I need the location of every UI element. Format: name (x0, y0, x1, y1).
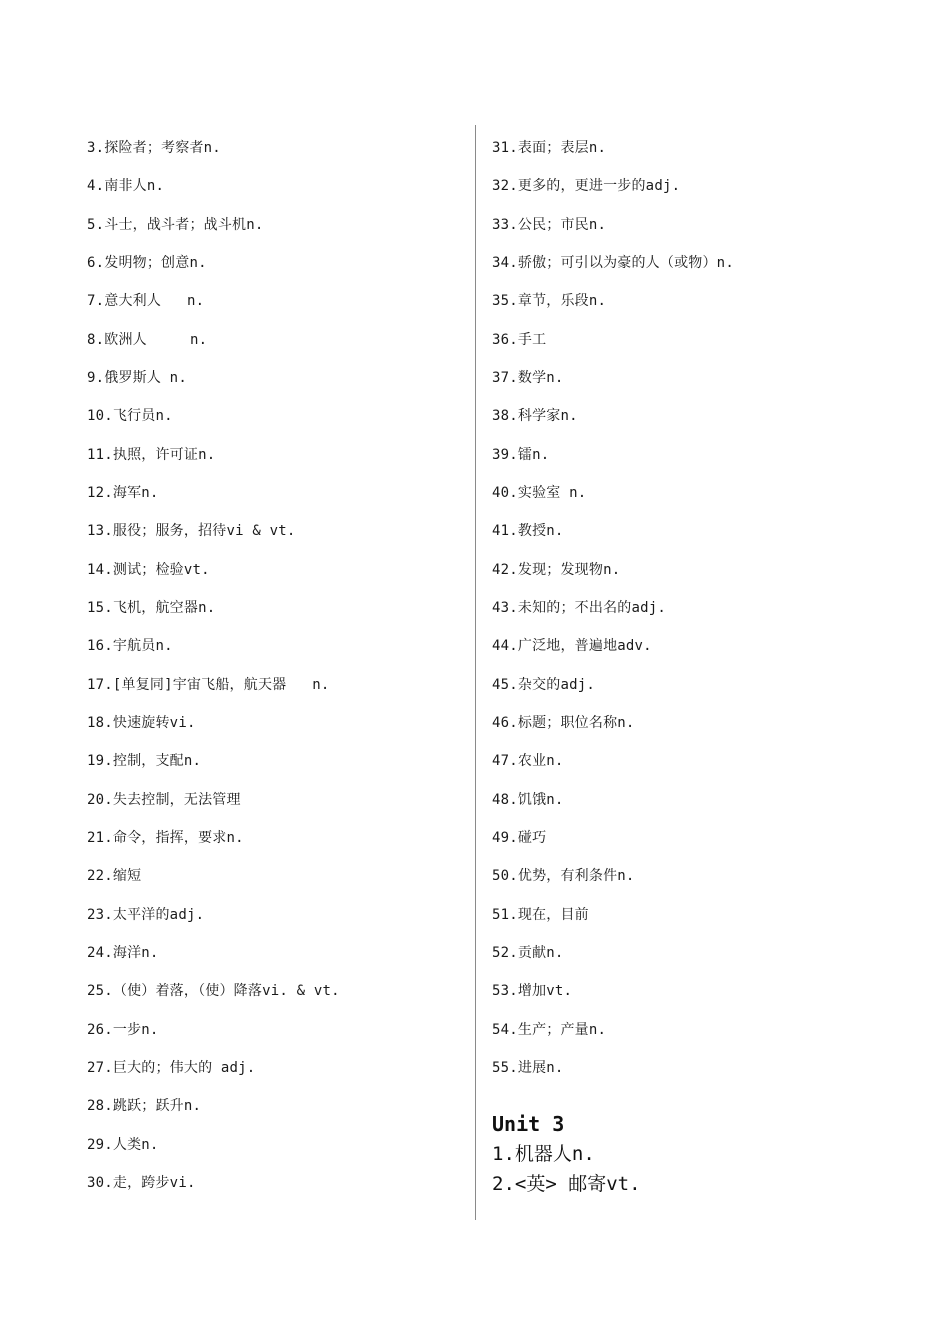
vocab-item: 20.失去控制，无法管理 (87, 791, 241, 808)
left-column (87, 137, 467, 1210)
vocab-item: 27.巨大的；伟大的 adj. (87, 1059, 256, 1076)
vocab-item: 33.公民；市民n. (492, 216, 607, 233)
vocab-item: 54.生产；产量n. (492, 1021, 607, 1038)
vocab-item: 41.教授n. (492, 523, 564, 540)
vocab-item: 25.（使）着落，（使）降落vi. & vt. (87, 983, 340, 1000)
vocab-item: 11.执照，许可证n. (87, 446, 216, 463)
vocab-item: 43.未知的；不出名的adj. (492, 599, 667, 616)
vocab-item: 31.表面；表层n. (492, 140, 607, 156)
vocab-item: 52.贡献n. (492, 944, 564, 961)
vocab-item: 29.人类n. (87, 1136, 159, 1153)
right-column (492, 137, 912, 1199)
vocab-item: 16.宇航员n. (87, 638, 173, 655)
vocab-item: 40.实验室 n. (492, 484, 587, 501)
vocab-item: 48.饥饿n. (492, 791, 564, 808)
vocab-item: 53.增加vt. (492, 983, 573, 1000)
vocab-item: 23.太平洋的adj. (87, 906, 205, 923)
vocab-item: 21.命令，指挥，要求n. (87, 829, 244, 846)
vocab-item: 22.缩短 (87, 868, 142, 885)
vocab-item: 47.农业n. (492, 753, 564, 770)
vocab-item: 5.斗士，战斗者；战斗机n. (87, 216, 264, 233)
vocab-item: 42.发现；发现物n. (492, 561, 621, 578)
vocab-item: 8.欧洲人 n. (87, 331, 208, 348)
vocab-item: 10.飞行员n. (87, 408, 173, 425)
vocab-item: 49.碰巧 (492, 829, 547, 846)
vocab-item: 14.测试；检验vt. (87, 561, 210, 578)
vocab-item: 46.标题；职位名称n. (492, 714, 635, 731)
vocab-item: 2.<英> 邮寄vt. (492, 1173, 641, 1196)
vocab-item: 17.[单复同]宇宙飞船，航天器 n. (87, 676, 330, 693)
vocab-item: 6.发明物；创意n. (87, 254, 207, 271)
vocab-item: 9.俄罗斯人 n. (87, 369, 187, 386)
column-divider (475, 125, 476, 1220)
vocab-item: 35.章节，乐段n. (492, 293, 607, 310)
vocab-item: 37.数学n. (492, 369, 564, 386)
vocab-item: 3.探险者；考察者n. (87, 140, 221, 156)
vocab-item: 51.现在，目前 (492, 906, 589, 923)
vocab-item: 45.杂交的adj. (492, 676, 596, 693)
vocab-item: 26.一步n. (87, 1021, 159, 1038)
vocab-item: 28.跳跃；跃升n. (87, 1098, 202, 1115)
vocab-item: 13.服役；服务，招待vi & vt. (87, 523, 296, 540)
vocab-item: 38.科学家n. (492, 408, 578, 425)
vocab-item: 1.机器人n. (492, 1143, 595, 1166)
vocab-item: 19.控制，支配n. (87, 753, 202, 770)
vocab-item: 24.海洋n. (87, 944, 159, 961)
vocab-item: 39.镭n. (492, 446, 550, 463)
vocab-item: 4.南非人n. (87, 178, 165, 195)
vocab-item: 55.进展n. (492, 1059, 564, 1076)
vocab-item: 44.广泛地，普遍地adv. (492, 638, 652, 655)
vocab-item: 12.海军n. (87, 484, 159, 501)
vocab-item: 15.飞机，航空器n. (87, 599, 216, 616)
vocab-item: 34.骄傲；可引以为豪的人（或物）n. (492, 254, 734, 271)
unit-heading: Unit 3 (492, 1112, 565, 1137)
vocab-item: 7.意大利人 n. (87, 293, 205, 310)
vocab-item: 36.手工 (492, 331, 547, 348)
vocab-item: 30.走，跨步vi. (87, 1174, 196, 1191)
vocab-item: 50.优势，有利条件n. (492, 868, 635, 885)
vocab-item: 18.快速旋转vi. (87, 714, 196, 731)
vocab-item: 32.更多的，更进一步的adj. (492, 178, 681, 195)
